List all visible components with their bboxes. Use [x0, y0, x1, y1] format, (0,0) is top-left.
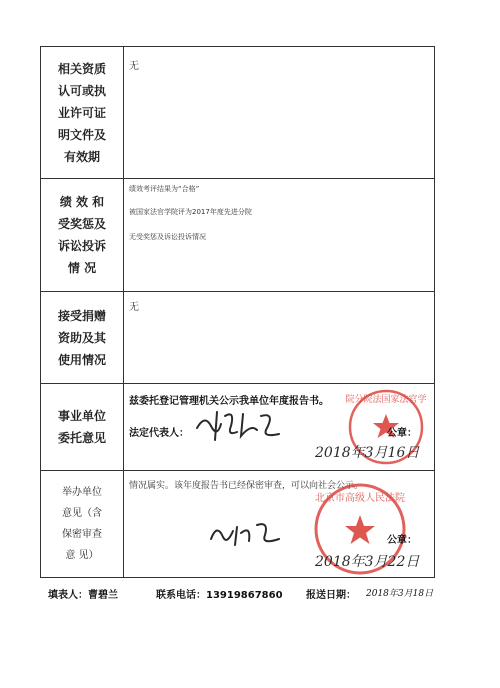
entrustment-date: 2018年3月16日	[315, 445, 420, 461]
content-sponsor-opinion	[129, 471, 430, 577]
content-performance	[129, 179, 430, 291]
legal-rep-signature	[191, 406, 287, 444]
label-entrustment: 事业单位 委托意见	[41, 384, 124, 470]
svg-text:院分院法国家法官学: 院分院法国家法官学	[345, 395, 427, 405]
content-entrustment	[129, 384, 430, 470]
performance-line-3: 无受奖惩及诉讼投诉情况	[129, 233, 206, 241]
performance-line-2: 被国家法官学院评为2017年度先进分院	[129, 208, 252, 216]
performance-line-1: 绩效考评结果为“合格”	[129, 185, 200, 193]
report-form-table	[40, 46, 435, 578]
content-qualification	[129, 47, 430, 178]
label-sponsor-opinion: 举办单位 意见（含 保密审查 意 见）	[41, 471, 124, 577]
entrustment-seal-label: 公章：	[387, 428, 417, 439]
entrustment-statement: 兹委托登记管理机关公示我单位年度报告书。	[129, 396, 329, 407]
legal-rep-label: 法定代表人：	[129, 428, 189, 439]
row-qualification	[41, 47, 434, 179]
row-sponsor-opinion	[41, 471, 434, 577]
sponsor-statement: 情况属实。该年度报告书已经保密审查，可以向社会公示。	[129, 481, 364, 491]
svg-text:北京市高级人民法院: 北京市高级人民法院	[315, 493, 405, 504]
sponsor-date: 2018年3月22日	[315, 554, 420, 570]
submission-date: 2018年3月18日	[366, 589, 434, 599]
sponsor-seal-label: 公章：	[387, 535, 417, 546]
row-entrustment	[41, 384, 434, 471]
submission-date-label: 报送日期：	[306, 590, 356, 601]
sponsor-signature	[207, 519, 283, 549]
label-qualification: 相关资质 认可或执 业许可证 明文件及 有效期	[41, 47, 124, 178]
qualification-value: 无	[129, 61, 139, 72]
label-performance: 绩 效 和 受奖惩及 诉讼投诉 情 况	[41, 179, 124, 291]
donations-value: 无	[129, 302, 139, 313]
content-donations	[129, 292, 430, 383]
contact-phone: 联系电话：13919867860	[156, 590, 283, 601]
row-donations	[41, 292, 434, 384]
row-performance	[41, 179, 434, 292]
label-donations: 接受捐赠 资助及其 使用情况	[41, 292, 124, 383]
form-filler: 填表人：曹碧兰	[48, 590, 118, 601]
